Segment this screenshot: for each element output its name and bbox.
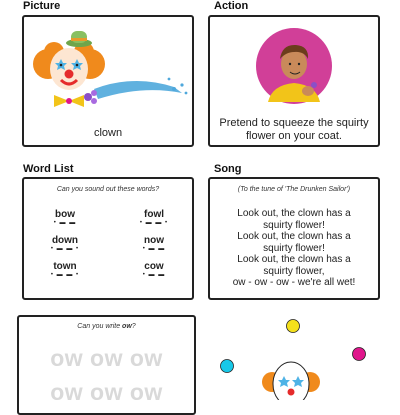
action-caption-line2: flower on your coat. [246,130,342,142]
word-item-bow [30,209,100,226]
picture-section-title: Picture [23,0,61,12]
wordlist-card [22,177,194,300]
writing-prompt-prefix: Can you write [77,323,123,330]
word-item-down [30,235,100,252]
action-section-title: Action [214,0,249,12]
song-line: squirty flower! [263,219,325,231]
word-text: now [144,235,164,246]
sound-dots: • ▬ ▬ • [50,272,80,278]
song-line: squirty flower, [263,265,325,277]
sound-dots: • ▬ ▬ [142,246,166,252]
song-card [208,177,380,300]
tracing-row: ow ow ow [50,345,163,371]
song-line: squirty flower! [263,242,325,254]
word-text: down [51,235,79,246]
word-item-town [30,261,100,278]
picture-caption: clown [93,127,123,139]
juggling-clown-decoration [208,312,383,400]
song-line: ow - ow - ow - we're all wet! [232,277,356,288]
sound-dots: • ▬ ▬ [53,220,77,226]
word-text: cow [144,261,164,272]
word-text: town [53,261,77,272]
writing-prompt-focus: ow [122,323,132,330]
juggling-clown-illustration [208,312,383,400]
writing-card [17,315,196,415]
action-caption-line1: Pretend to squeeze the squirty [219,117,369,129]
clown-squirting-illustration [24,19,192,119]
word-text: fowl [144,209,164,220]
song-lyrics [210,208,378,289]
writing-prompt-suffix: ? [131,323,136,330]
sound-dots: • ▬ ▬ • [50,246,80,252]
word-text: bow [55,209,75,220]
song-section-title: Song [214,163,242,175]
song-line: Look out, the clown has a [237,208,351,219]
word-item-now [119,235,189,252]
song-line: Look out, the clown has a [237,254,351,265]
sound-dots: • ▬ ▬ • [139,220,169,226]
wordlist-section-title: Word List [23,163,74,175]
song-tune-note: (To the tune of 'The Drunken Sailor') [237,186,351,193]
sound-dots: • ▬ ▬ [142,272,166,278]
writing-prompt [19,323,194,330]
action-card [208,15,380,147]
song-line: Look out, the clown has a [237,231,351,242]
picture-card [22,15,194,147]
word-item-cow [119,261,189,278]
word-item-fowl [119,209,189,226]
tracing-row: ow ow ow [50,379,163,405]
wordlist-prompt: Can you sound out these words? [56,186,160,193]
boy-squeezing-flower-illustration [210,19,378,115]
